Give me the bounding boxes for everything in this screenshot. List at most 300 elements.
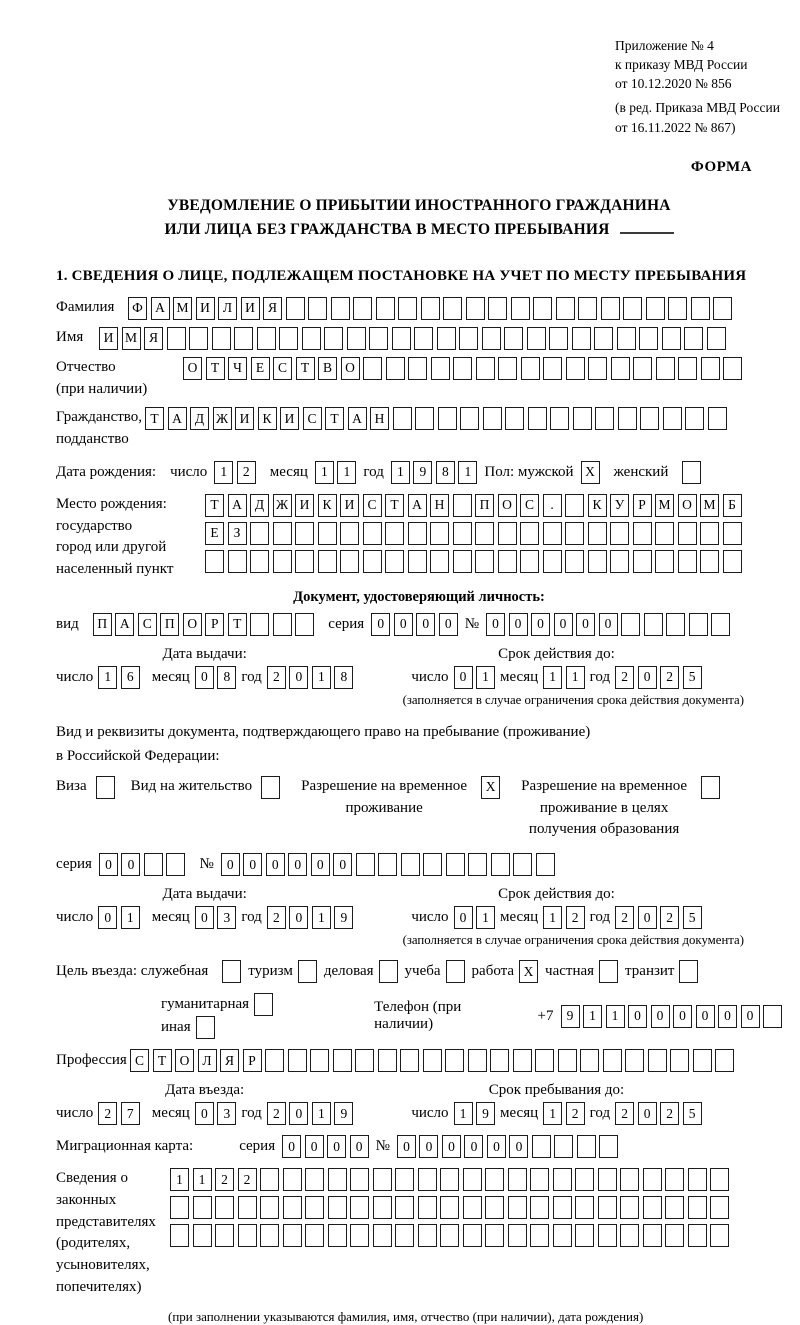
- purpose-option: [248, 960, 317, 983]
- char-box: [620, 1196, 639, 1219]
- char-box: [572, 327, 591, 350]
- char-box: И: [295, 494, 314, 517]
- temp-residence-education-label: Разрешение на временное проживание в целях получения образования: [521, 777, 688, 838]
- char-box: 0: [333, 853, 352, 876]
- birthplace-boxes-row3: [205, 550, 742, 573]
- char-box: [463, 1196, 482, 1219]
- char-box: 2: [566, 906, 585, 929]
- char-box: 0: [311, 853, 330, 876]
- char-box: 9: [413, 461, 432, 484]
- phone-label: Телефон (при наличии): [374, 999, 462, 1033]
- char-box: [260, 1196, 279, 1219]
- char-box: С: [303, 407, 322, 430]
- char-box: 1: [454, 1102, 473, 1125]
- char-box: 0: [266, 853, 285, 876]
- char-box: [688, 1196, 707, 1219]
- char-box: [543, 357, 562, 380]
- char-box: 1: [98, 666, 117, 689]
- surname-row: [56, 297, 782, 320]
- char-box: 2: [267, 1102, 286, 1125]
- char-box: 0: [486, 613, 505, 636]
- representatives-labels: Сведения о законных представителях (родителях, усыновителях, попечителях): [56, 1170, 156, 1295]
- char-box: [460, 407, 479, 430]
- char-box: 0: [509, 1135, 528, 1158]
- entry-date-title: Дата въезда:: [165, 1082, 245, 1099]
- char-box: [498, 357, 517, 380]
- char-box: [318, 522, 337, 545]
- char-box: 1: [121, 906, 140, 929]
- surname-label: Фамилия: [56, 299, 115, 316]
- visa-checkbox: [96, 776, 115, 799]
- sex-male-label: Пол: мужской: [484, 463, 574, 480]
- char-box: 0: [195, 1102, 214, 1125]
- char-box: [655, 522, 674, 545]
- char-box: 0: [305, 1135, 324, 1158]
- char-box: Т: [145, 407, 164, 430]
- checkbox: [682, 461, 701, 484]
- char-box: [678, 522, 697, 545]
- char-box: [463, 1168, 482, 1191]
- char-box: [485, 1168, 504, 1191]
- char-box: [553, 1168, 572, 1191]
- citizenship-row: [56, 407, 782, 451]
- char-box: [400, 1049, 419, 1072]
- char-box: [166, 853, 185, 876]
- purpose-option: [324, 960, 398, 983]
- char-box: Т: [385, 494, 404, 517]
- char-box: [295, 613, 314, 636]
- char-box: [663, 407, 682, 430]
- char-box: К: [258, 407, 277, 430]
- char-box: [708, 407, 727, 430]
- char-box: [666, 613, 685, 636]
- char-box: 0: [289, 1102, 308, 1125]
- expiry-day-boxes: [454, 666, 496, 689]
- char-box: [408, 522, 427, 545]
- char-box: Л: [218, 297, 237, 320]
- visa-label: Виза: [56, 777, 87, 794]
- char-box: К: [588, 494, 607, 517]
- char-box: [618, 407, 637, 430]
- char-box: С: [130, 1049, 149, 1072]
- char-box: [363, 550, 382, 573]
- char-box: [238, 1196, 257, 1219]
- checkbox: X: [481, 776, 500, 799]
- month-word: месяц: [269, 463, 308, 480]
- char-box: [575, 1224, 594, 1247]
- char-box: [644, 613, 663, 636]
- option-label: транзит: [625, 963, 675, 980]
- day-word: число: [56, 1105, 94, 1122]
- identity-number-sign: №: [464, 615, 479, 632]
- char-box: А: [115, 613, 134, 636]
- char-box: [144, 853, 163, 876]
- month-word: месяц: [500, 668, 539, 685]
- char-box: А: [348, 407, 367, 430]
- char-box: [395, 1224, 414, 1247]
- residence-dates-row: [56, 886, 782, 929]
- char-box: 2: [615, 1102, 634, 1125]
- char-box: 3: [217, 1102, 236, 1125]
- char-box: Е: [205, 522, 224, 545]
- char-box: 0: [718, 1005, 737, 1028]
- char-box: 9: [334, 906, 353, 929]
- char-box: [598, 1196, 617, 1219]
- char-box: 6: [121, 666, 140, 689]
- char-box: [385, 550, 404, 573]
- char-box: [678, 357, 697, 380]
- char-box: А: [228, 494, 247, 517]
- blank-underline: [620, 219, 674, 234]
- option-label: туризм: [248, 963, 293, 980]
- stay-year-boxes: [615, 1102, 702, 1125]
- month-word: месяц: [151, 1105, 190, 1122]
- char-box: [520, 550, 539, 573]
- identity-kind-row: [56, 613, 782, 636]
- char-box: 0: [350, 1135, 369, 1158]
- char-box: [620, 1168, 639, 1191]
- char-box: [623, 297, 642, 320]
- char-box: Ж: [273, 494, 292, 517]
- char-box: Р: [633, 494, 652, 517]
- char-box: 1: [476, 906, 495, 929]
- sex-male-checkbox: [581, 461, 600, 484]
- char-box: 0: [288, 853, 307, 876]
- char-box: [573, 407, 592, 430]
- char-box: [453, 494, 472, 517]
- char-box: [273, 550, 292, 573]
- char-box: 1: [170, 1168, 189, 1191]
- char-box: А: [151, 297, 170, 320]
- char-box: [670, 1049, 689, 1072]
- char-box: Е: [251, 357, 270, 380]
- char-box: [446, 853, 465, 876]
- char-box: Д: [190, 407, 209, 430]
- char-box: [536, 853, 555, 876]
- char-box: [575, 1168, 594, 1191]
- char-box: [401, 853, 420, 876]
- section1-title: 1. СВЕДЕНИЯ О ЛИЦЕ, ПОДЛЕЖАЩЕМ ПОСТАНОВКЕ НА УЧЕТ ПО МЕСТУ ПРЕБЫВАНИЯ: [56, 267, 747, 284]
- char-box: [328, 1196, 347, 1219]
- day-word: число: [411, 909, 449, 926]
- char-box: [610, 550, 629, 573]
- char-box: [577, 1135, 596, 1158]
- char-box: П: [160, 613, 179, 636]
- profession-row: [56, 1049, 782, 1072]
- char-box: З: [228, 522, 247, 545]
- char-box: 0: [638, 1102, 657, 1125]
- month-word: месяц: [151, 668, 190, 685]
- char-box: [475, 522, 494, 545]
- year-word: год: [241, 1105, 262, 1122]
- char-box: [533, 297, 552, 320]
- char-box: 0: [638, 906, 657, 929]
- char-box: [356, 853, 375, 876]
- char-box: И: [280, 407, 299, 430]
- char-box: [640, 407, 659, 430]
- char-box: [215, 1224, 234, 1247]
- char-box: [566, 357, 585, 380]
- char-box: Н: [430, 494, 449, 517]
- char-box: [521, 357, 540, 380]
- char-box: 0: [554, 613, 573, 636]
- purpose-option: [545, 960, 618, 983]
- phone-boxes: [561, 1005, 783, 1028]
- day-word: число: [56, 909, 94, 926]
- char-box: [408, 357, 427, 380]
- year-word: год: [241, 909, 262, 926]
- option-label: учеба: [404, 963, 441, 980]
- checkbox: [222, 960, 241, 983]
- char-box: [193, 1224, 212, 1247]
- char-box: 8: [217, 666, 236, 689]
- char-box: [395, 1196, 414, 1219]
- char-box: Т: [153, 1049, 172, 1072]
- char-box: [386, 357, 405, 380]
- checkbox: [96, 776, 115, 799]
- char-box: 0: [531, 613, 550, 636]
- char-box: 0: [371, 613, 390, 636]
- name-row: [56, 327, 782, 350]
- char-box: 0: [628, 1005, 647, 1028]
- char-box: [324, 327, 343, 350]
- issue-month-boxes: [195, 906, 237, 929]
- identity-kind-boxes: [93, 613, 315, 636]
- char-box: [283, 1224, 302, 1247]
- char-box: [463, 1224, 482, 1247]
- checkbox: [196, 1016, 215, 1039]
- checkbox: [701, 776, 720, 799]
- identity-series-boxes: [371, 613, 458, 636]
- char-box: [688, 1168, 707, 1191]
- representatives-boxes-row2: [170, 1196, 729, 1219]
- birthplace-row: [56, 494, 782, 581]
- char-box: В: [318, 357, 337, 380]
- char-box: 7: [121, 1102, 140, 1125]
- char-box: Ф: [128, 297, 147, 320]
- identity-expiry-group: [411, 646, 701, 689]
- checkbox: [679, 960, 698, 983]
- month-word: месяц: [500, 1105, 539, 1122]
- char-box: 1: [566, 666, 585, 689]
- issue-date-title: Дата выдачи:: [162, 645, 247, 662]
- char-box: [520, 522, 539, 545]
- char-box: 0: [509, 613, 528, 636]
- char-box: [423, 1049, 442, 1072]
- birthdate-row: [56, 461, 782, 484]
- char-box: [498, 550, 517, 573]
- residence-issue-group: [56, 886, 353, 929]
- char-box: 0: [327, 1135, 346, 1158]
- char-box: [601, 297, 620, 320]
- char-box: [639, 327, 658, 350]
- entry-month-boxes: [195, 1102, 237, 1125]
- char-box: [310, 1049, 329, 1072]
- char-box: [415, 407, 434, 430]
- citizenship-boxes: [145, 407, 727, 430]
- char-box: [395, 1168, 414, 1191]
- month-word: месяц: [151, 909, 190, 926]
- day-word: число: [56, 668, 94, 685]
- char-box: [331, 297, 350, 320]
- day-word: число: [411, 668, 449, 685]
- char-box: А: [168, 407, 187, 430]
- identity-kind-label: вид: [56, 615, 79, 632]
- char-box: Т: [325, 407, 344, 430]
- char-box: [378, 1049, 397, 1072]
- char-box: [578, 297, 597, 320]
- annex-line: от 10.12.2020 № 856: [615, 76, 732, 92]
- char-box: Н: [370, 407, 389, 430]
- form-title-line2: ИЛИ ЛИЦА БЕЗ ГРАЖДАНСТВА В МЕСТО ПРЕБЫВАНИЯ: [56, 218, 782, 242]
- option-label: частная: [545, 963, 595, 980]
- char-box: И: [99, 327, 118, 350]
- char-box: [260, 1224, 279, 1247]
- char-box: Р: [205, 613, 224, 636]
- patronymic-label: Отчество (при наличии): [56, 358, 148, 397]
- char-box: [170, 1224, 189, 1247]
- annex-note-line: от 16.11.2022 № 867): [615, 119, 736, 135]
- char-box: [710, 1196, 729, 1219]
- char-box: [283, 1196, 302, 1219]
- char-box: [723, 522, 742, 545]
- char-box: П: [475, 494, 494, 517]
- residence-permit-checkbox: [261, 776, 280, 799]
- char-box: [610, 522, 629, 545]
- char-box: [549, 327, 568, 350]
- expiry-month-boxes: [543, 906, 585, 929]
- expiry-date-title: Срок действия до:: [498, 645, 615, 662]
- char-box: [588, 357, 607, 380]
- char-box: [707, 327, 726, 350]
- char-box: [250, 613, 269, 636]
- char-box: 1: [543, 906, 562, 929]
- residence-series-label: серия: [56, 856, 92, 873]
- birth-day-boxes: [214, 461, 256, 484]
- temp-residence-option: [296, 776, 500, 820]
- form-title: [56, 194, 782, 242]
- char-box: [408, 550, 427, 573]
- char-box: 2: [566, 1102, 585, 1125]
- char-box: [443, 297, 462, 320]
- char-box: [530, 1196, 549, 1219]
- char-box: 2: [660, 1102, 679, 1125]
- stay-until-title: Срок пребывания до:: [488, 1082, 625, 1099]
- char-box: [286, 297, 305, 320]
- char-box: .: [543, 494, 562, 517]
- char-box: [700, 522, 719, 545]
- char-box: 1: [312, 666, 331, 689]
- entry-dates-row: [56, 1082, 782, 1125]
- birthdate-label: Дата рождения:: [56, 463, 157, 480]
- char-box: 0: [696, 1005, 715, 1028]
- char-box: [633, 550, 652, 573]
- issue-year-boxes: [267, 666, 354, 689]
- char-box: 9: [476, 1102, 495, 1125]
- char-box: 1: [583, 1005, 602, 1028]
- purpose-label: Цель въезда: служебная: [56, 963, 209, 980]
- char-box: [468, 1049, 487, 1072]
- char-box: 3: [217, 906, 236, 929]
- char-box: 1: [476, 666, 495, 689]
- char-box: [700, 550, 719, 573]
- char-box: 0: [419, 1135, 438, 1158]
- char-box: [228, 550, 247, 573]
- char-box: [302, 327, 321, 350]
- char-box: 1: [193, 1168, 212, 1191]
- char-box: 0: [576, 613, 595, 636]
- char-box: [483, 407, 502, 430]
- char-box: О: [175, 1049, 194, 1072]
- char-box: [273, 613, 292, 636]
- char-box: С: [138, 613, 157, 636]
- char-box: [373, 1196, 392, 1219]
- char-box: [565, 522, 584, 545]
- char-box: [234, 327, 253, 350]
- char-box: [250, 550, 269, 573]
- year-word: год: [589, 668, 611, 685]
- char-box: 0: [98, 906, 117, 929]
- char-box: [504, 327, 523, 350]
- char-box: [485, 1196, 504, 1219]
- char-box: [603, 1049, 622, 1072]
- char-box: 2: [267, 906, 286, 929]
- profession-label: Профессия: [56, 1051, 127, 1068]
- char-box: [305, 1196, 324, 1219]
- char-box: 1: [458, 461, 477, 484]
- char-box: [633, 357, 652, 380]
- name-boxes: [99, 327, 726, 350]
- checkbox: X: [519, 960, 538, 983]
- char-box: [662, 327, 681, 350]
- char-box: Я: [220, 1049, 239, 1072]
- char-box: 0: [99, 853, 118, 876]
- char-box: 8: [334, 666, 353, 689]
- sex-female-checkbox: [682, 461, 701, 484]
- char-box: [685, 407, 704, 430]
- migration-number-sign: №: [375, 1138, 390, 1155]
- char-box: [167, 327, 186, 350]
- char-box: [363, 522, 382, 545]
- char-box: И: [241, 297, 260, 320]
- char-box: 0: [442, 1135, 461, 1158]
- char-box: М: [655, 494, 674, 517]
- expiry-date-title: Срок действия до:: [498, 886, 615, 903]
- char-box: [620, 1224, 639, 1247]
- char-box: [691, 297, 710, 320]
- representatives-boxes-row3: [170, 1224, 729, 1247]
- char-box: [288, 1049, 307, 1072]
- expiry-day-boxes: [454, 906, 496, 929]
- char-box: 2: [660, 666, 679, 689]
- char-box: [295, 522, 314, 545]
- issue-day-boxes: [98, 906, 140, 929]
- char-box: [598, 1224, 617, 1247]
- char-box: [656, 357, 675, 380]
- char-box: О: [341, 357, 360, 380]
- migration-card-row: [56, 1135, 782, 1158]
- checkbox: [261, 776, 280, 799]
- char-box: 0: [464, 1135, 483, 1158]
- char-box: [350, 1168, 369, 1191]
- char-box: 2: [98, 1102, 117, 1125]
- annex-reference: [615, 36, 782, 137]
- char-box: [193, 1196, 212, 1219]
- char-box: 0: [638, 666, 657, 689]
- char-box: [305, 1168, 324, 1191]
- char-box: И: [196, 297, 215, 320]
- char-box: [355, 1049, 374, 1072]
